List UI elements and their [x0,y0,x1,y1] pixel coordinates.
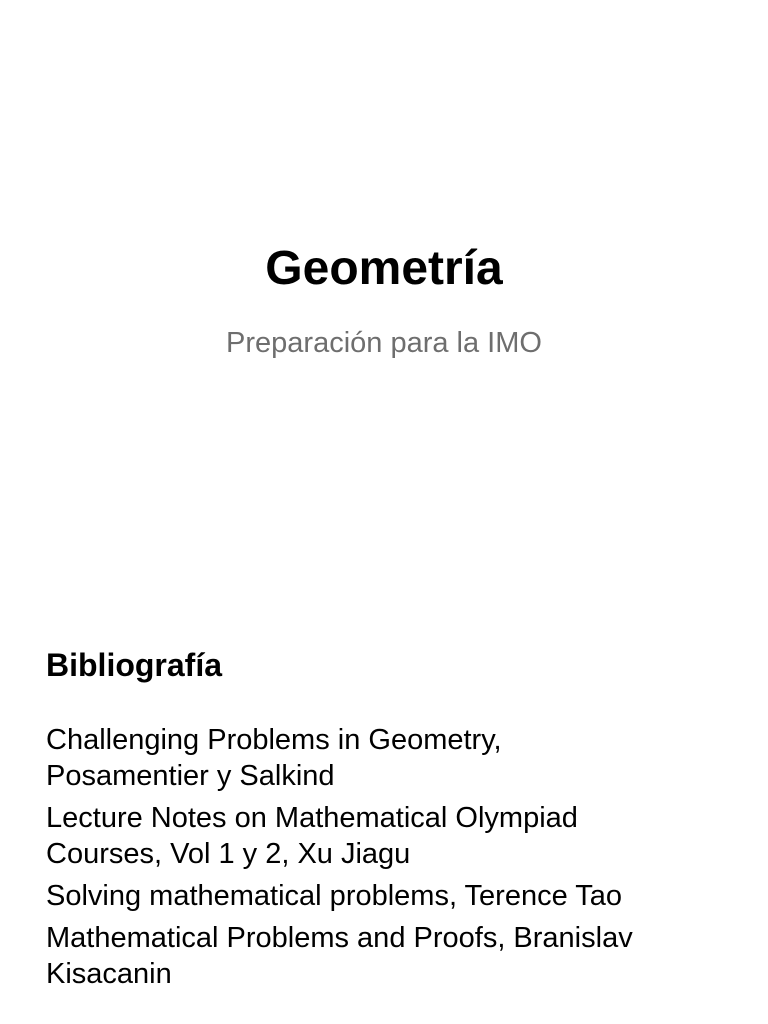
bibliography-item [46,920,746,992]
bibliography-item-line: Lecture Notes on Mathematical Olympiad [46,802,578,834]
bibliography-item [46,800,746,872]
bibliography-heading: Bibliografía [46,647,223,683]
bibliography-item [46,878,746,914]
bibliography-item-line: Mathematical Problems and Proofs, Branislav [46,922,633,954]
bibliography-item-line: Solving mathematical problems, Terence Tao [46,880,623,912]
bibliography-item-line: Kisacanin [46,958,172,990]
bibliography-item-line: Challenging Problems in Geometry, [46,724,502,756]
bibliography-item [46,722,746,794]
slide-title: Geometría [265,242,503,295]
bibliography-item-line: Posamentier y Salkind [46,760,335,792]
slide-subtitle: Preparación para la IMO [226,327,542,359]
bibliography-slide [0,600,768,1024]
bibliography-list [46,722,746,998]
bibliography-item-line: Courses, Vol 1 y 2, Xu Jiagu [46,838,411,870]
